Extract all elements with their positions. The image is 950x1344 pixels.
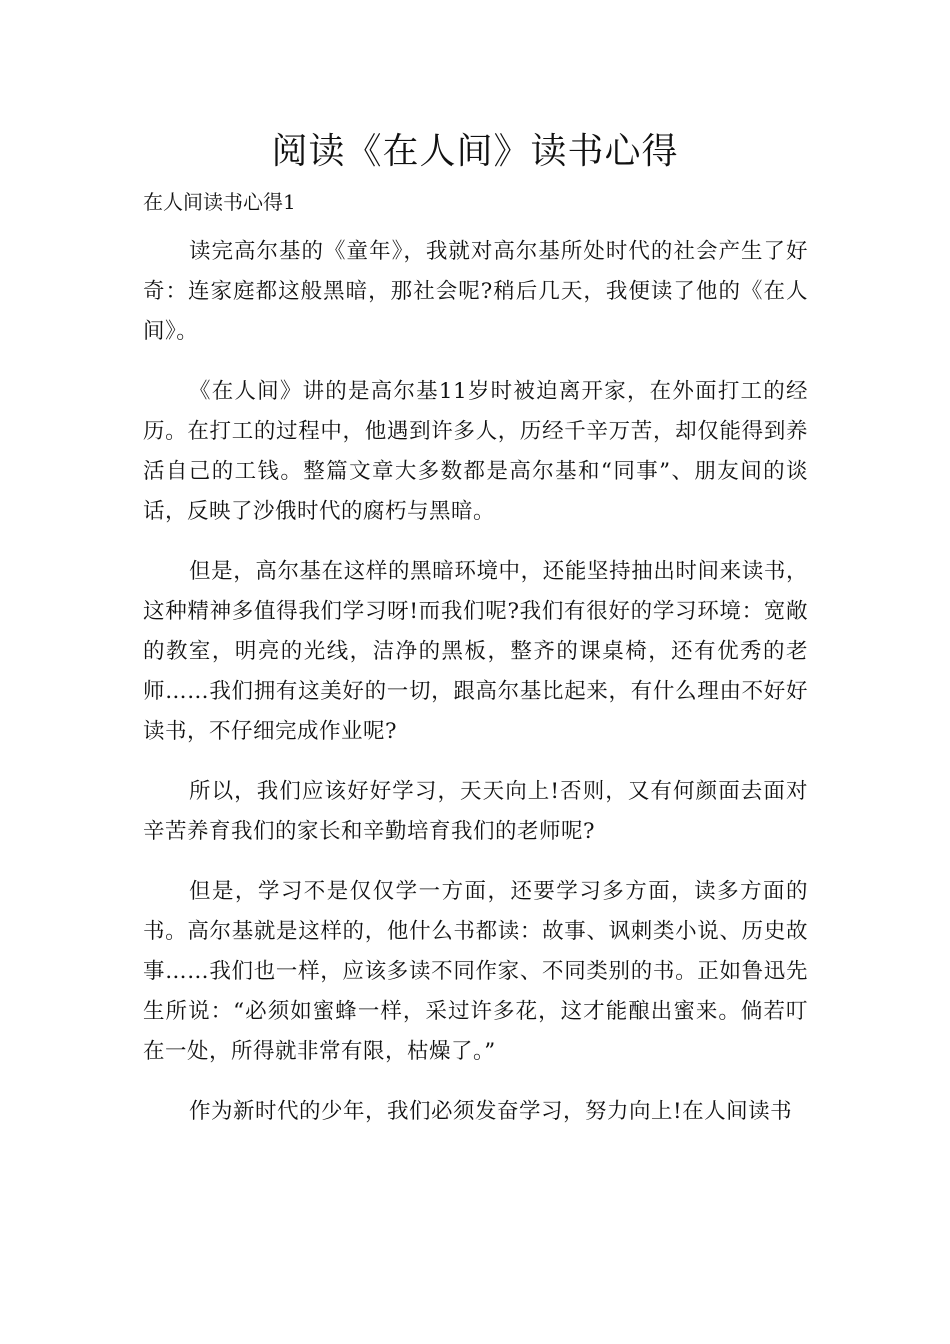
paragraph-3: 但是，高尔基在这样的黑暗环境中，还能坚持抽出时间来读书，这种精神多值得我们学习呀!而我们呢?我们有很好的学习环境：宽敞的教室，明亮的光线，洁净的黑板，整齐的课桌椅，还有优秀的老师……我们拥有这美好的一切，跟高尔基比起来，有什么理由不好好读书，不仔细完成作业呢? [143,559,808,744]
paragraph-2: 《在人间》讲的是高尔基11岁时被迫离开家，在外面打工的经历。在打工的过程中，他遇到许多人，历经千辛万苦，却仅能得到养活自己的工钱。整篇文章大多数都是高尔基和“同事”、朋友间的谈话，反映了沙俄时代的腐朽与黑暗。 [143,379,808,524]
paragraph-5: 但是，学习不是仅仅学一方面，还要学习多方面，读多方面的书。高尔基就是这样的，他什么书都读：故事、讽刺类小说、历史故事……我们也一样，应该多读不同作家、不同类别的书。正如鲁迅先生所说：“必须如蜜蜂一样，采过许多花，这才能酿出蜜来。倘若叮在一处，所得就非常有限，枯燥了。” [143,879,808,1064]
paragraph-1: 读完高尔基的《童年》，我就对高尔基所处时代的社会产生了好奇：连家庭都这般黑暗，那社会呢?稍后几天，我便读了他的《在人间》。 [143,239,808,344]
paragraph-4: 所以，我们应该好好学习，天天向上!否则，又有何颜面去面对辛苦养育我们的家长和辛勤培育我们的老师呢? [143,779,808,844]
document-title: 阅读《在人间》读书心得 [271,131,679,172]
document-body [143,232,808,1152]
paragraph-6: 作为新时代的少年，我们必须发奋学习，努力向上!在人间读书 [189,1099,793,1124]
section-heading: 在人间读书心得1 [143,190,296,214]
